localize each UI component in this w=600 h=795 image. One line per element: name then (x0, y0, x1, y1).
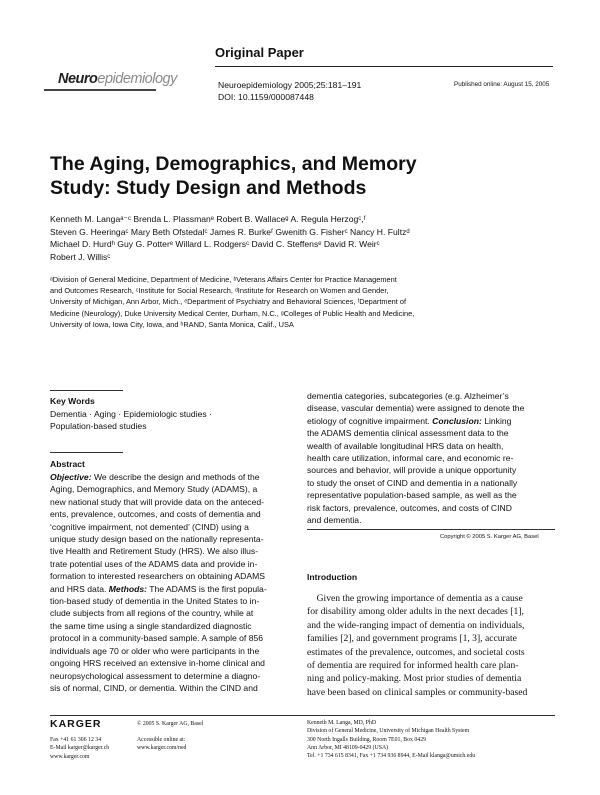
abstract-line (50, 583, 293, 595)
abstract-line (307, 402, 555, 414)
abstract-section-label: Conclusion: (432, 415, 482, 426)
contact-line[interactable]: E-Mail karger@karger.ch (50, 745, 110, 752)
abstract-body (50, 471, 293, 694)
abstract-text: wealth of available longitudinal HRS data on health, (307, 440, 504, 451)
abstract-line (50, 533, 293, 545)
abstract-line (50, 620, 293, 632)
abstract-line (50, 570, 293, 582)
intro-line: ning and policy-making. Most prior studies of dementia (307, 673, 522, 685)
title-line: The Aging, Demographics, and Memory (50, 153, 417, 175)
abstract-text: the same time using a single standardized diagnostic (50, 620, 252, 631)
introduction-heading: Introduction (307, 572, 358, 582)
publisher-contact (50, 736, 109, 761)
footer-copyright: © 2005 S. Karger AG, Basel (137, 721, 204, 727)
abstract-line (307, 390, 555, 402)
affiliation-line: and Outcomes Research, ᶜInstitute for Social Research, ᵈInstitute for Research on Women and Gender, (50, 286, 389, 296)
abstract-line (307, 477, 555, 489)
abstract-text: representative population-based sample, as well as the (307, 490, 517, 501)
abstract-section-label: Methods: (108, 583, 147, 594)
abstract-text: risk factors, prevalence, outcomes, and costs of CIND (307, 502, 512, 513)
affiliations (50, 274, 555, 330)
abstract-line (50, 508, 293, 520)
abstract-text: Linking (481, 415, 512, 426)
correspondence-line: Tel. +1 734 615 8341, Fax +1 734 936 8944, E-Mail klanga@umich.edu (307, 753, 476, 760)
affiliation-line: University of Michigan, Ann Arbor, Mich., ᵉDepartment of Psychiatry and Behavioral Sciences, ᶠDepartment of (50, 297, 407, 307)
abstract-continued (307, 390, 555, 526)
keywords-list (50, 408, 280, 432)
author-line: Michael D. Hurdʰ Guy G. Potterᵉ Willard L. Rodgersᶜ David C. Steffensᵉ David R. Weirᶜ (50, 239, 380, 250)
abstract-text: tion-based study of dementia in the United States to in- (50, 596, 260, 607)
publisher-logo: KARGER (50, 718, 102, 730)
abstract-line (307, 440, 555, 452)
abstract-text: new national study that will provide data on the anteced- (50, 496, 265, 507)
abstract-copyright: Copyright © 2005 S. Karger AG, Basel (440, 534, 539, 540)
abstract-text: trate potential uses of the ADAMS data and provide in- (50, 558, 258, 569)
article-title (50, 152, 570, 200)
abstract-text: sis of normal, CIND, or dementia. Within the CIND and (50, 682, 258, 693)
abstract-section-label: Objective: (50, 472, 92, 482)
abstract-text: the ADAMS dementia clinical assessment data to the (307, 428, 509, 439)
abstract-text: unique study design based on the nationally representa- (50, 534, 264, 545)
abstract-heading: Abstract (50, 459, 85, 469)
abstract-text: disease, vascular dementia) were assigned to denote the (307, 403, 525, 414)
abstract-line (50, 545, 293, 557)
abstract-line (50, 595, 293, 607)
abstract-line (50, 521, 293, 533)
keywords-line: Population-based studies (50, 421, 147, 431)
intro-line: for disability among older adults in the next decades [1], (307, 606, 524, 618)
abstract-end-rule (307, 529, 555, 530)
abstract-line (50, 632, 293, 644)
abstract-text: individuals age 70 or older who were participants in the (50, 645, 260, 656)
abstract-line (307, 489, 555, 501)
abstract-text: Aging, Demographics, and Memory Study (ADAMS), a (50, 484, 258, 495)
access-line: Accessible online at: (137, 737, 186, 743)
journal-citation: Neuroepidemiology 2005;25:181–191 (218, 80, 362, 90)
abstract-line (50, 483, 293, 495)
abstract-text: and dementia. (307, 515, 362, 526)
abstract-line (50, 471, 293, 483)
published-date: Published online: August 15, 2005 (454, 81, 550, 88)
keywords-rule (50, 390, 123, 391)
abstract-line (50, 682, 293, 694)
abstract-text: to study the onset of CIND and dementia in a nationally (307, 477, 518, 488)
correspondence-line: Kenneth M. Langa, MD, PhD (307, 720, 377, 726)
affiliation-line: University of Iowa, Iowa City, Iowa, and ʰRAND, Santa Monica, Calif., USA (50, 319, 294, 329)
abstract-text: protocol in a community-based sample. A sample of 856 (50, 633, 264, 644)
abstract-text: clude subjects from all regions of the country, while at (50, 608, 254, 619)
correspondence-line: Division of General Medicine, University of Michigan Health System (307, 728, 470, 735)
header-rule (215, 66, 553, 67)
abstract-rule (50, 452, 123, 453)
logo-underline (44, 89, 156, 91)
abstract-text: sources and behavior, will provide a unique opportunity (307, 465, 517, 476)
correspondence (307, 719, 475, 760)
abstract-line (50, 657, 293, 669)
abstract-line (307, 502, 555, 514)
correspondence-line: Ann Arbor, MI 48109-0429 (USA) (307, 744, 389, 751)
contact-line: Fax +41 61 306 12 34 (50, 737, 102, 743)
abstract-text: and HRS data. (50, 583, 109, 594)
title-line: Study: Study Design and Methods (50, 177, 367, 199)
abstract-text: neuropsychological assessment to determine a diagno- (50, 670, 261, 681)
abstract-line (307, 452, 555, 464)
footer-rule (50, 715, 555, 716)
abstract-text: etiology of cognitive impairment. (307, 415, 433, 426)
logo-bold-text: Neuro (58, 71, 98, 87)
online-access (137, 736, 186, 753)
correspondence-line: 300 North Ingalls Building, Room 7E01, Box 0429 (307, 736, 426, 743)
abstract-line (307, 415, 555, 427)
abstract-line (307, 464, 555, 476)
abstract-line (307, 514, 555, 526)
access-line[interactable]: www.karger.com/ned (137, 745, 187, 752)
keywords-line: Dementia · Aging · Epidemiologic studies · (50, 409, 212, 419)
abstract-line (50, 670, 293, 682)
intro-line: Given the growing importance of dementia as a cause (307, 593, 523, 604)
author-line: Robert J. Willisᶜ (50, 251, 111, 262)
abstract-line (50, 607, 293, 619)
abstract-line (50, 558, 293, 570)
introduction-body (307, 592, 557, 699)
abstract-text: dementia categories, subcategories (e.g. Alzheimer’s (307, 391, 509, 401)
abstract-line (307, 427, 555, 439)
journal-logo (58, 71, 177, 87)
intro-line: of dementia are required for informed health care plan- (307, 660, 519, 672)
intro-line: estimates of the prevalence, outcomes, and societal costs (307, 646, 525, 658)
author-line: Steven G. Heeringaᶜ Mary Beth Ofstedalᶜ James R. Burkeᶠ Gwenith G. Fisherᶜ Nancy H. Fultzᵈ (50, 226, 410, 237)
abstract-text: We describe the design and methods of the (91, 472, 260, 482)
contact-line[interactable]: www.karger.com (50, 753, 90, 760)
abstract-text: health care utilization, informal care, and economic re- (307, 453, 514, 464)
intro-line: have been based on clinical samples or community-based (307, 686, 528, 698)
doi[interactable]: DOI: 10.1159/000087448 (218, 92, 314, 102)
affiliation-line: ᵃDivision of General Medicine, Department of Medicine, ᵇVeterans Affairs Center for Practice Management (50, 275, 397, 284)
intro-line: and the wide-ranging impact of dementia on individuals, (307, 619, 525, 631)
abstract-text: formation to interested researchers on obtaining ADAMS (50, 571, 265, 582)
abstract-text: ‘cognitive impairment, not demented’ (CIND) using a (50, 521, 249, 532)
abstract-line (50, 645, 293, 657)
author-list (50, 213, 550, 263)
abstract-text: ents, prevalence, outcomes, and costs of dementia and (50, 509, 261, 520)
abstract-text: The ADAMS is the first popula- (146, 583, 267, 594)
intro-line: families [2], and government programs [1, 3], accurate (307, 633, 517, 645)
logo-light-text: epidemiology (97, 71, 177, 87)
paper-type: Original Paper (215, 45, 304, 60)
abstract-line (50, 496, 293, 508)
abstract-text: ongoing HRS received an extensive in-home clinical and (50, 658, 265, 669)
keywords-heading: Key Words (50, 396, 95, 406)
abstract-text: tive Health and Retirement Study (HRS). We also illus- (50, 546, 259, 557)
affiliation-line: Medicine (Neurology), Duke University Medical Center, Durham, N.C., ᵍColleges of Public Health and Medicine, (50, 308, 415, 318)
author-line: Kenneth M. Langaᵃ⁻ᶜ Brenda L. Plassmanᵉ Robert B. Wallaceᵍ A. Regula Herzogᶜ,ᶠ (50, 214, 366, 224)
